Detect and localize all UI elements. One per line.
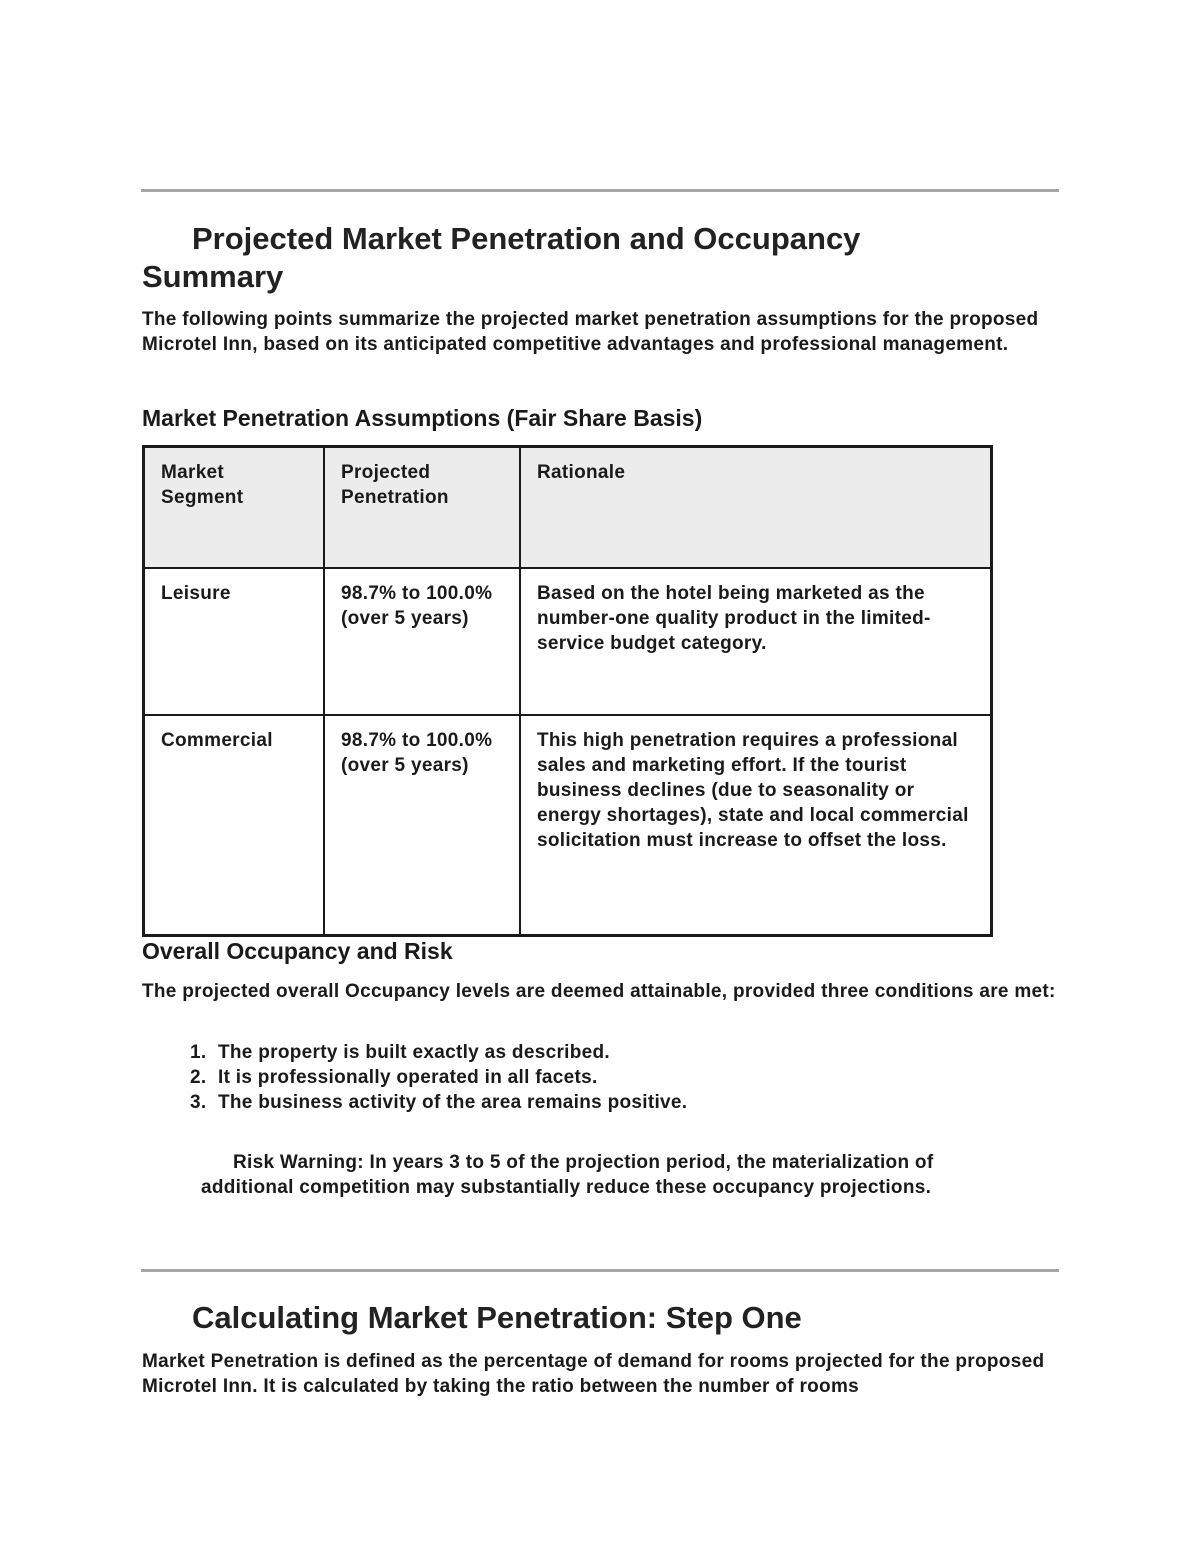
top-divider: [141, 189, 1059, 192]
penetration-cell: 98.7% to 100.0% (over 5 years): [324, 715, 520, 936]
penetration-cell: 98.7% to 100.0% (over 5 years): [324, 568, 520, 715]
section-title: Calculating Market Penetration: Step One: [192, 1300, 802, 1335]
page-title: Projected Market Penetration and Occupancy Summary: [142, 221, 861, 294]
penetration-table: [142, 445, 993, 937]
column-header-rationale: Rationale: [520, 447, 992, 569]
list-item: 1. The property is built exactly as described.: [212, 1040, 687, 1065]
section-intro: Market Penetration is defined as the percentage of demand for rooms projected for the proposed Microtel Inn. It is calculated by taking the ratio between the number of rooms: [142, 1351, 1045, 1397]
occupancy-intro: The projected overall Occupancy levels are deemed attainable, provided three conditions are met:: [142, 981, 1056, 1002]
list-item: 3. The business activity of the area remains positive.: [212, 1090, 687, 1115]
risk-warning: Risk Warning: In years 3 to 5 of the projection period, the materialization of additional competition may substantially reduce these occupancy projections.: [201, 1152, 934, 1198]
intro-paragraph: The following points summarize the projected market penetration assumptions for the proposed Microtel Inn, based on its anticipated competitive advantages and professional management.: [142, 309, 1039, 355]
table-row: [144, 715, 992, 936]
segment-cell: Commercial: [144, 715, 325, 936]
rationale-cell: Based on the hotel being marketed as the number-one quality product in the limited-service budget category.: [520, 568, 992, 715]
table-header-row: [144, 447, 992, 569]
conditions-list: [142, 1040, 687, 1115]
table-row: [144, 568, 992, 715]
list-item: 2. It is professionally operated in all facets.: [212, 1065, 687, 1090]
segment-cell: Leisure: [144, 568, 325, 715]
column-header-penetration: Projected Penetration: [324, 447, 520, 569]
section-divider: [141, 1269, 1059, 1272]
occupancy-heading: Overall Occupancy and Risk: [142, 938, 453, 964]
column-header-segment: Market Segment: [144, 447, 325, 569]
rationale-cell: This high penetration requires a professional sales and marketing effort. If the tourist business declines (due to seasonality or energy shortages), state and local commercial solicitation must increase to offset the loss.: [520, 715, 992, 936]
assumptions-heading: Market Penetration Assumptions (Fair Share Basis): [142, 405, 703, 431]
